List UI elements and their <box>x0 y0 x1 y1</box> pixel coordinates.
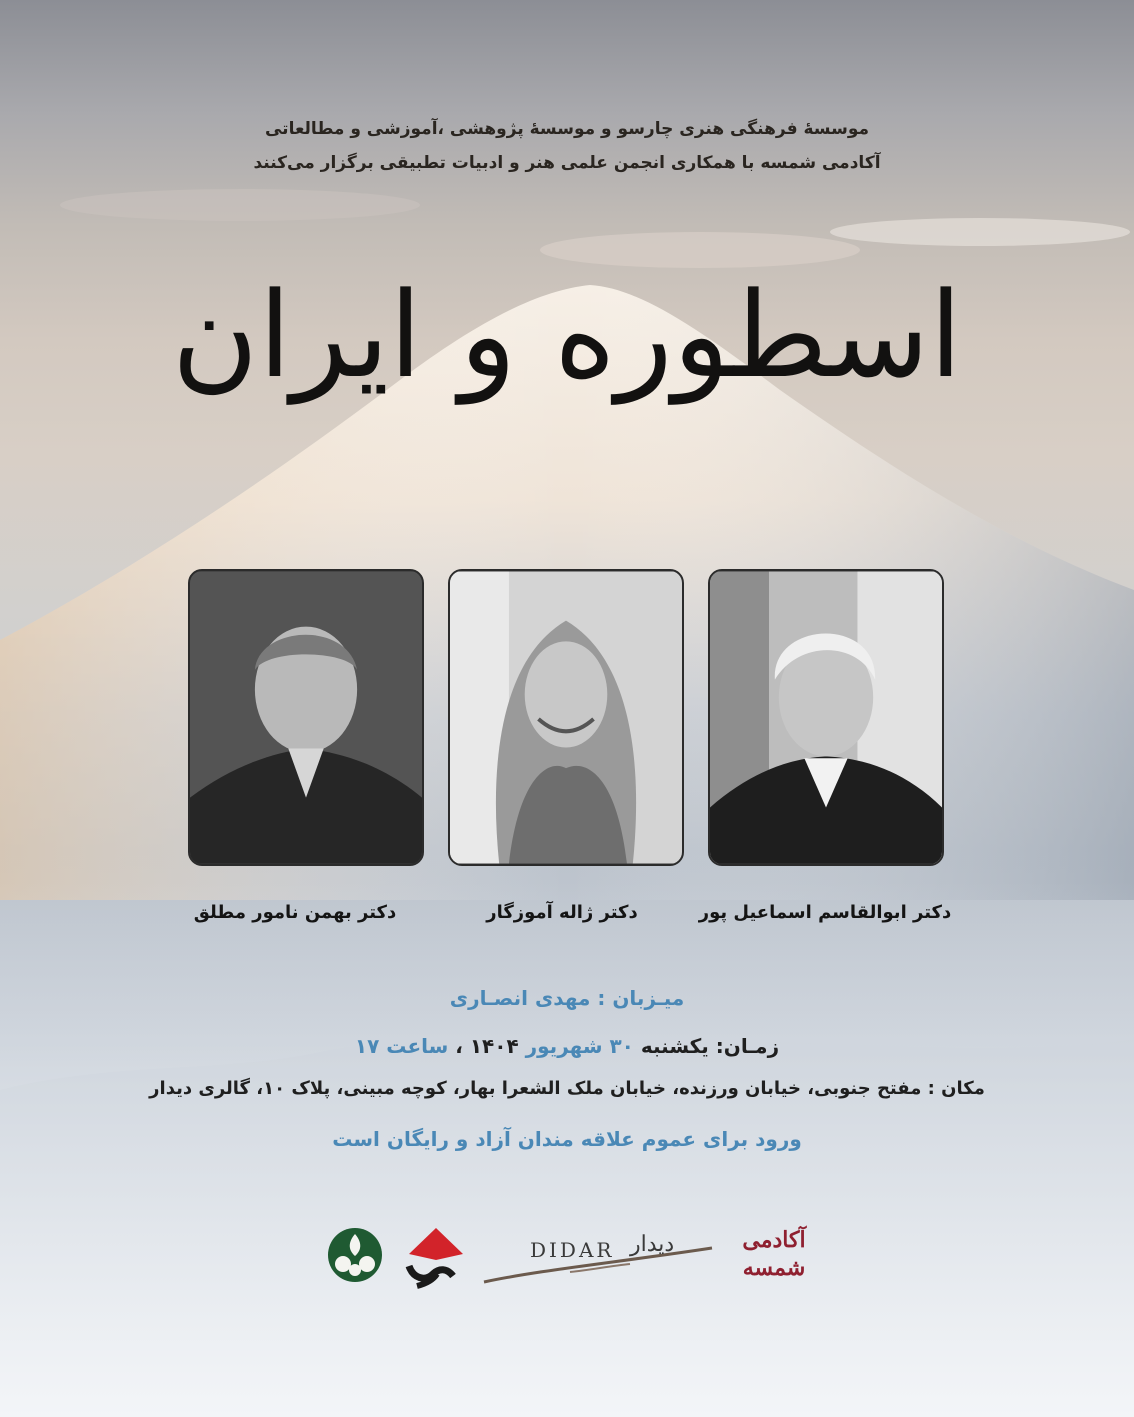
shamseh-academy-logo <box>732 1226 816 1288</box>
didar-gallery-logo <box>480 1226 720 1288</box>
portrait-male-icon <box>190 571 422 864</box>
time-clock: ساعت ۱۷ <box>354 1034 449 1058</box>
shamseh-logo-text: آکادمی شمسه <box>742 1227 806 1281</box>
didar-persian-text: دیدار <box>630 1232 675 1257</box>
event-host: میـزبان : مهدی انصـاری <box>449 986 685 1010</box>
event-title: اسطوره و ایران <box>171 266 963 404</box>
entry-notice: ورود برای عموم علاقه مندان آزاد و رایگان است <box>332 1127 802 1151</box>
didar-latin-text: DIDAR <box>530 1238 615 1262</box>
portrait-female-icon <box>450 571 682 864</box>
speaker-name-esmaeilpour: دکتر ابوالقاسم اسماعیل پور <box>698 902 952 923</box>
red-diamond-logo <box>403 1226 469 1290</box>
speaker-name-amouzgar: دکتر ژاله آموزگار <box>486 902 638 923</box>
green-emblem-logo <box>326 1226 384 1284</box>
time-date: ۳۰ شهریور <box>525 1034 634 1058</box>
speaker-photo-amouzgar <box>448 569 684 866</box>
event-time <box>0 1034 1134 1058</box>
time-year: ۱۴۰۴ ، <box>455 1034 519 1058</box>
speaker-photo-namvar-motlagh <box>188 569 424 866</box>
time-prefix: زمـان: یکشنبه <box>640 1034 780 1058</box>
speaker-photo-esmaeilpour <box>708 569 944 866</box>
speaker-name-namvar-motlagh: دکتر بهمن نامور مطلق <box>193 902 397 923</box>
portrait-male-icon <box>710 571 942 864</box>
event-location: مکان : مفتح جنوبی، خیابان ورزنده، خیابان ملک الشعرا بهار، کوچه مبینی، پلاک ۱۰، گالری دیدار <box>149 1078 985 1099</box>
organizers-line-2: آکادمی شمسه با همکاری انجمن علمی هنر و ادبیات تطبیقی برگزار می‌کنند <box>253 153 881 173</box>
organizers-header <box>0 112 1134 180</box>
organizers-line-1: موسسهٔ فرهنگی هنری چارسو و موسسهٔ پژوهشی ،آموزشی و مطالعاتی <box>264 119 869 139</box>
